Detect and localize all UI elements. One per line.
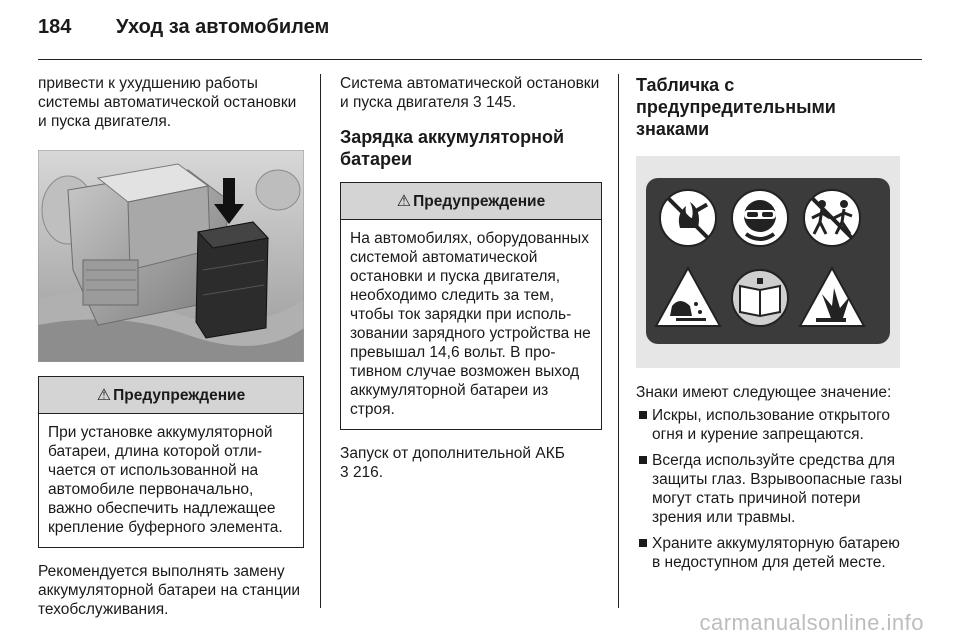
column-3 [636, 74, 904, 579]
page-reference-icon: 3 [473, 94, 482, 111]
page-reference: 216. [352, 464, 384, 481]
paragraph: Рекомендуется выполнять замену аккумуляторной батареи на станции техобслуживания. [38, 563, 301, 618]
page-reference: 145. [485, 94, 517, 111]
warning-header [39, 377, 303, 414]
section-heading: Зарядка аккумуляторной батареи [340, 127, 565, 169]
list-item [636, 451, 904, 527]
list-item-text: Искры, использование открытого огня и курение запрещаются. [652, 407, 891, 443]
intro-paragraph: привести к ухудшению работы системы автоматической остановки и пуска двигателя. [38, 75, 297, 130]
warning-text: На автомобилях, оборудованных системой автоматической остановки и пуска двигателя, необходимо следить за тем, чтобы ток зарядки при использовании зарядного устройства не превышал 14,6 вольт. В противном случае возможен выход аккумуляторной батареи из строя. [350, 230, 591, 418]
warning-box [38, 376, 304, 548]
column-divider [320, 74, 321, 608]
text: Запуск от дополнительной АКБ [340, 445, 565, 462]
header-rule [38, 59, 922, 60]
list-item-text: Храните аккумуляторную батарею в недоступном для детей месте. [652, 535, 900, 571]
warning-text: При установке аккумуляторной батареи, длина которой отличается от использованной на автомобиле первоначально, важно обеспечить надлежащее крепление буферного элемента. [48, 424, 283, 536]
warning-header [341, 183, 601, 220]
column-2 [340, 74, 602, 482]
watermark: carmanualsonline.info [699, 610, 924, 635]
read-manual-icon [732, 270, 788, 326]
list-item [636, 534, 904, 572]
eye-protection-icon [732, 190, 788, 246]
warning-title: Предупреждение [413, 193, 546, 210]
warning-signs-panel [636, 156, 900, 368]
page-number: 184 [38, 16, 72, 38]
page-header [38, 16, 329, 39]
column-1 [38, 74, 304, 619]
page-reference-icon: 3 [340, 464, 349, 481]
bullet-icon [639, 539, 647, 547]
list-item [636, 406, 904, 444]
battery-location-photo [38, 150, 304, 362]
paragraph [340, 74, 602, 112]
no-fire-icon [660, 190, 716, 246]
warning-title: Предупреждение [113, 387, 246, 404]
warning-box [340, 182, 602, 430]
column-divider [618, 74, 619, 608]
warning-triangle-icon: ⚠ [96, 387, 112, 404]
list-item-text: Всегда используйте средства для защиты глаз. Взрывоопасные газы могут стать причиной потери зрения или травмы. [652, 452, 903, 526]
bullet-list [636, 406, 904, 572]
paragraph [340, 444, 602, 482]
keep-children-away-icon [804, 190, 860, 246]
bullet-icon [639, 456, 647, 464]
text: Система автоматической остановки и пуска двигателя [340, 75, 600, 111]
warning-triangle-icon: ⚠ [396, 193, 412, 210]
page-title: Уход за автомобилем [116, 16, 330, 38]
bullet-icon [639, 411, 647, 419]
section-heading: Табличка с предупредительными знаками [636, 75, 836, 139]
intro-paragraph: Знаки имеют следующее значение: [636, 384, 892, 401]
